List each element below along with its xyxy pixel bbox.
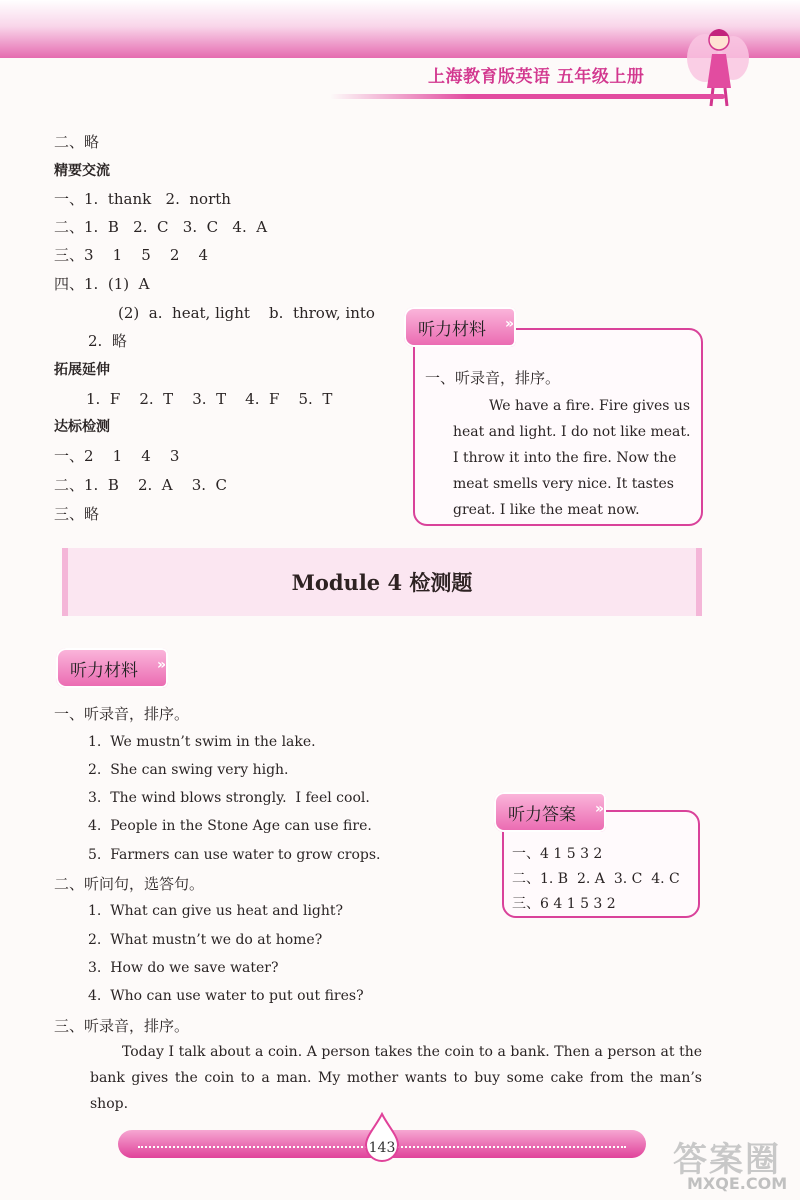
list-item: 2. She can swing very high. [88, 762, 289, 778]
page-number: 143 [368, 1140, 396, 1156]
list-item: 3. How do we save water? [88, 960, 279, 976]
tab-label: 听力材料 [70, 660, 138, 681]
list-item: 1. What can give us heat and light? [88, 903, 344, 919]
list-item: 3. The wind blows strongly. I feel cool. [88, 790, 370, 806]
answer-line: 三、6 4 1 5 3 2 [512, 896, 616, 912]
callout-text-line: great. I like the meat now. [453, 502, 640, 518]
answer-line: 二、1. B 2. A 3. C 4. C [512, 871, 680, 887]
listening-material-tab [56, 648, 168, 688]
callout-text-line: heat and light. I do not like meat. [453, 424, 691, 440]
callout-text-line: I throw it into the fire. Now the [453, 450, 677, 466]
tab-label: 听力材料 [418, 319, 486, 340]
part-heading: 三、听录音，排序。 [54, 1017, 190, 1035]
module-title-bar [62, 548, 702, 616]
answer-line: 三、3 1 5 2 4 [54, 246, 209, 264]
watermark-logo: 答案圈 [673, 1140, 781, 1180]
arrow-right-icon: » [156, 657, 166, 673]
answer-line: 三、略 [54, 505, 100, 523]
section-heading: 达标检测 [54, 419, 110, 435]
answer-line: 二、略 [54, 133, 100, 151]
listening-material-tab [404, 307, 516, 347]
answer-line: 一、4 1 5 3 2 [512, 846, 603, 862]
watermark [665, 1132, 795, 1194]
callout-text-line: meat smells very nice. It tastes [453, 476, 674, 492]
answer-line: 四、1. (1) A [54, 275, 150, 293]
list-item: 5. Farmers can use water to grow crops. [88, 847, 381, 863]
section-heading: 精要交流 [54, 163, 110, 179]
list-item: 2. What mustn’t we do at home? [88, 932, 323, 948]
answer-line: 2. 略 [88, 332, 127, 350]
header-title: 上海教育版英语 五年级上册 [428, 67, 645, 87]
list-item: 4. Who can use water to put out fires? [88, 988, 364, 1004]
header-divider [330, 94, 725, 99]
answer-line: 二、1. B 2. C 3. C 4. A [54, 218, 268, 236]
arrow-right-icon: » [594, 801, 604, 817]
answer-line: (2) a. heat, light b. throw, into [118, 304, 375, 322]
callout-heading: 一、听录音，排序。 [425, 369, 561, 387]
listening-answers-tab [494, 792, 606, 832]
arrow-right-icon: » [504, 316, 514, 332]
answer-line: 二、1. B 2. A 3. C [54, 476, 228, 494]
part-heading: 一、听录音，排序。 [54, 705, 190, 723]
passage-text: Today I talk about a coin. A person takes the coin to a bank. Then a person at the bank gives the coin to a man. My mother wants to buy some cake from the man’s shop. [90, 1044, 702, 1112]
part-heading: 二、听问句，选答句。 [54, 875, 205, 893]
answer-line: 1. F 2. T 3. T 4. F 5. T [86, 390, 333, 408]
answer-line: 一、1. thank 2. north [54, 190, 231, 208]
module-title: Module 4 检测题 [291, 570, 473, 595]
list-item: 4. People in the Stone Age can use fire. [88, 818, 372, 834]
answer-line: 一、2 1 4 3 [54, 447, 180, 465]
watermark-url: MXQE.COM [687, 1174, 788, 1193]
header-band [0, 0, 800, 58]
tab-label: 听力答案 [508, 804, 576, 825]
section-heading: 拓展延伸 [54, 362, 110, 378]
listening-material-box [413, 328, 703, 526]
callout-text-line: We have a fire. Fire gives us [489, 398, 691, 414]
list-item: 1. We mustn’t swim in the lake. [88, 734, 316, 750]
